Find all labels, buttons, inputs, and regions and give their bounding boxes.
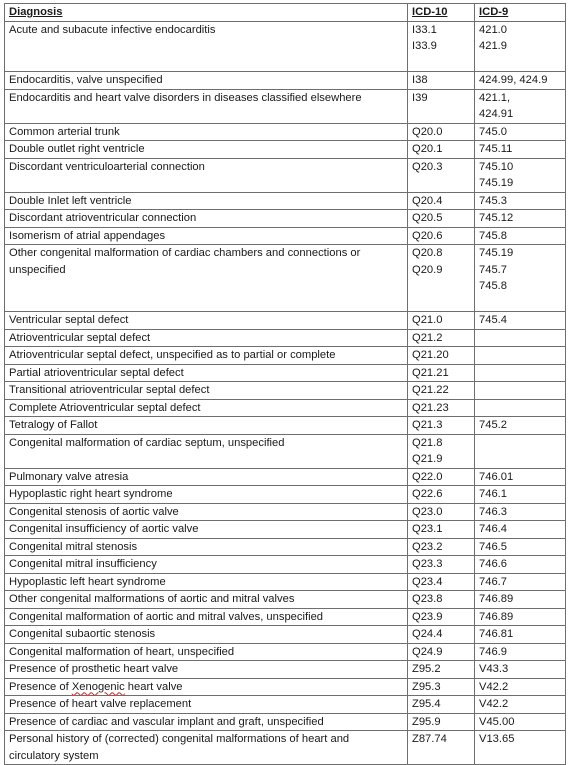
table-row — [5, 312, 566, 330]
diagnosis-cell: Acute and subacute infective endocarditis — [5, 21, 408, 72]
icd9-cell — [475, 696, 566, 714]
table-row — [5, 696, 566, 714]
icd9-code: 745.3 — [479, 194, 507, 207]
table-row — [5, 417, 566, 435]
diagnosis-cell: Isomerism of atrial appendages — [5, 227, 408, 245]
icd9-cell — [475, 521, 566, 539]
table-row — [5, 573, 566, 591]
diagnosis-cell: Congenital stenosis of aortic valve — [5, 503, 408, 521]
diagnosis-cell: Transitional atrioventricular septal defect — [5, 382, 408, 400]
icd9-code — [479, 347, 561, 364]
icd10-cell — [408, 538, 475, 556]
icd10-code: Z95.4 — [412, 698, 441, 710]
icd10-code: Q20.5 — [412, 212, 443, 224]
icd9-code: 746.01 — [479, 470, 514, 483]
icd10-code: Q21.3 — [412, 419, 443, 431]
icd9-cell — [475, 556, 566, 574]
icd-code-table — [4, 3, 566, 765]
icd10-code: Q20.4 — [412, 194, 443, 207]
icd9-cell — [475, 468, 566, 486]
icd-code-table-container — [4, 3, 565, 765]
diagnosis-cell: Personal history of (corrected) congenital malformations of heart and circulatory system — [5, 731, 408, 765]
icd9-code: V42.2 — [479, 680, 509, 693]
icd10-cell — [408, 192, 475, 210]
table-row — [5, 210, 566, 228]
icd9-code — [479, 295, 561, 312]
diagnosis-cell: Hypoplastic left heart syndrome — [5, 573, 408, 591]
icd10-cell — [408, 382, 475, 400]
table-row — [5, 591, 566, 609]
icd9-code — [479, 365, 561, 382]
icd9-cell — [475, 227, 566, 245]
icd10-cell — [408, 210, 475, 228]
icd10-cell — [408, 678, 475, 696]
diagnosis-cell: Double outlet right ventricle — [5, 141, 408, 159]
icd10-cell — [408, 731, 475, 765]
icd10-cell — [408, 643, 475, 661]
icd10-cell — [408, 21, 475, 72]
icd10-code: Q23.3 — [412, 558, 443, 570]
diagnosis-cell: Presence of Xenogenic heart valve — [5, 678, 408, 696]
icd9-code: 745.2 — [479, 419, 507, 431]
icd10-cell — [408, 626, 475, 644]
icd9-code: 745.8 — [479, 229, 507, 242]
spellcheck-underline: Xenogenic — [71, 680, 125, 693]
icd10-code: Q23.4 — [412, 575, 443, 588]
icd9-code: 745.11 — [479, 143, 513, 155]
icd10-cell — [408, 661, 475, 679]
icd10-code: Z95.9 — [412, 715, 441, 728]
icd10-cell — [408, 123, 475, 141]
icd9-code: 746.1 — [479, 488, 507, 500]
table-row — [5, 192, 566, 210]
icd10-cell — [408, 89, 475, 123]
icd9-cell — [475, 158, 566, 192]
icd9-code: 746.3 — [479, 505, 507, 518]
icd10-code: Q21.20 — [412, 349, 449, 361]
icd10-cell — [408, 399, 475, 417]
icd9-cell — [475, 382, 566, 400]
icd9-cell — [475, 731, 566, 765]
diagnosis-cell: Discordant atrioventricular connection — [5, 210, 408, 228]
table-row — [5, 486, 566, 504]
icd10-code: Q23.9 — [412, 610, 443, 623]
icd10-cell — [408, 713, 475, 731]
icd10-cell — [408, 486, 475, 504]
icd10-code: Q23.2 — [412, 540, 443, 553]
icd10-code: Q21.2 — [412, 331, 443, 344]
icd9-code: 745.7 — [479, 263, 507, 276]
header-diagnosis: Diagnosis — [5, 4, 408, 22]
icd9-code: 745.19 — [479, 177, 514, 189]
diagnosis-cell: Congenital subaortic stenosis — [5, 626, 408, 644]
table-row — [5, 643, 566, 661]
icd10-code: Q21.21 — [412, 366, 449, 379]
icd9-code: V45.00 — [479, 715, 515, 728]
diagnosis-cell: Complete Atrioventricular septal defect — [5, 399, 408, 417]
icd10-cell — [408, 468, 475, 486]
table-row — [5, 538, 566, 556]
table-row — [5, 626, 566, 644]
table-row — [5, 347, 566, 365]
icd9-code — [479, 55, 561, 72]
icd9-cell — [475, 591, 566, 609]
icd9-code: 745.12 — [479, 212, 514, 224]
icd10-code — [412, 106, 470, 123]
icd10-cell — [408, 312, 475, 330]
icd10-code — [412, 295, 470, 312]
icd10-code: Q23.0 — [412, 505, 443, 518]
diagnosis-cell: Congenital mitral stenosis — [5, 538, 408, 556]
diagnosis-cell: Discordant ventriculoarterial connection — [5, 158, 408, 192]
icd9-code: 421.0 — [479, 23, 507, 36]
table-row — [5, 556, 566, 574]
icd10-code: I38 — [412, 74, 428, 86]
header-icd9: ICD-9 — [475, 4, 566, 22]
icd9-cell — [475, 678, 566, 696]
icd9-cell — [475, 312, 566, 330]
icd10-code: I33.1 — [412, 23, 437, 36]
icd10-code: Q21.23 — [412, 401, 449, 414]
table-header-row — [5, 4, 566, 22]
icd9-code: 424.91 — [479, 108, 514, 120]
icd10-code: Q20.1 — [412, 143, 443, 155]
icd10-code — [412, 278, 470, 295]
header-icd10: ICD-10 — [408, 4, 475, 22]
icd10-cell — [408, 608, 475, 626]
icd10-cell — [408, 434, 475, 468]
icd10-cell — [408, 158, 475, 192]
icd10-code: Q21.8 — [412, 436, 443, 449]
icd9-code: 746.4 — [479, 523, 507, 535]
icd10-cell — [408, 72, 475, 90]
table-row — [5, 364, 566, 382]
table-row — [5, 329, 566, 347]
diagnosis-cell: Presence of heart valve replacement — [5, 696, 408, 714]
table-row — [5, 608, 566, 626]
icd9-cell — [475, 192, 566, 210]
table-row — [5, 661, 566, 679]
icd10-cell — [408, 364, 475, 382]
table-row — [5, 227, 566, 245]
icd10-code: Q20.0 — [412, 125, 443, 138]
diagnosis-cell: Pulmonary valve atresia — [5, 468, 408, 486]
icd10-code: Q22.0 — [412, 470, 443, 483]
table-row — [5, 713, 566, 731]
icd9-code: 746.6 — [479, 558, 507, 570]
icd10-code: Q21.9 — [412, 453, 443, 465]
icd9-code: V13.65 — [479, 733, 515, 745]
icd9-cell — [475, 538, 566, 556]
icd9-code: 746.9 — [479, 645, 507, 658]
icd10-cell — [408, 329, 475, 347]
table-row — [5, 382, 566, 400]
icd9-code — [479, 400, 561, 417]
icd9-cell — [475, 486, 566, 504]
icd9-code — [479, 435, 561, 452]
icd9-cell — [475, 210, 566, 228]
icd9-code: 746.89 — [479, 593, 514, 605]
icd9-cell — [475, 89, 566, 123]
icd9-cell — [475, 245, 566, 312]
icd10-code — [412, 175, 470, 192]
icd9-cell — [475, 608, 566, 626]
icd10-code: Q23.1 — [412, 523, 443, 535]
icd9-cell — [475, 417, 566, 435]
icd10-code: Z87.74 — [412, 733, 447, 745]
icd9-cell — [475, 21, 566, 72]
diagnosis-cell: Tetralogy of Fallot — [5, 417, 408, 435]
icd9-code: 745.4 — [479, 314, 507, 326]
icd9-code — [479, 330, 561, 347]
icd9-code: 745.10 — [479, 160, 514, 173]
icd9-code: 745.19 — [479, 247, 514, 259]
diagnosis-cell: Congenital malformation of cardiac septum, unspecified — [5, 434, 408, 468]
table-row — [5, 521, 566, 539]
icd10-code: Q21.22 — [412, 384, 449, 396]
icd10-code: Z95.2 — [412, 663, 441, 675]
icd9-cell — [475, 123, 566, 141]
icd9-cell — [475, 364, 566, 382]
diagnosis-cell: Hypoplastic right heart syndrome — [5, 486, 408, 504]
table-row — [5, 399, 566, 417]
icd10-cell — [408, 521, 475, 539]
diagnosis-cell: Ventricular septal defect — [5, 312, 408, 330]
diagnosis-cell: Congenital mitral insufficiency — [5, 556, 408, 574]
table-row — [5, 141, 566, 159]
icd10-code: Q24.4 — [412, 628, 443, 640]
icd9-code: V42.2 — [479, 698, 509, 710]
icd9-code: 746.5 — [479, 540, 507, 553]
icd10-code: I39 — [412, 91, 428, 104]
icd10-cell — [408, 347, 475, 365]
icd10-code: Q20.3 — [412, 160, 443, 173]
icd10-code: Z95.3 — [412, 680, 441, 693]
icd10-code: Q22.6 — [412, 488, 443, 500]
table-row — [5, 468, 566, 486]
diagnosis-cell: Presence of cardiac and vascular implant and graft, unspecified — [5, 713, 408, 731]
diagnosis-cell: Other congenital malformations of aortic and mitral valves — [5, 591, 408, 609]
icd9-cell — [475, 434, 566, 468]
diagnosis-cell: Endocarditis and heart valve disorders in diseases classified elsewhere — [5, 89, 408, 123]
icd9-cell — [475, 713, 566, 731]
icd10-cell — [408, 245, 475, 312]
icd9-cell — [475, 399, 566, 417]
diagnosis-cell: Double Inlet left ventricle — [5, 192, 408, 210]
icd9-code: 746.7 — [479, 575, 507, 588]
icd10-cell — [408, 696, 475, 714]
diagnosis-cell: Congenital insufficiency of aortic valve — [5, 521, 408, 539]
icd9-cell — [475, 643, 566, 661]
table-row — [5, 123, 566, 141]
icd9-cell — [475, 141, 566, 159]
icd9-code: 746.81 — [479, 628, 514, 640]
icd9-cell — [475, 626, 566, 644]
table-row — [5, 678, 566, 696]
icd9-cell — [475, 503, 566, 521]
icd9-code: 745.8 — [479, 280, 507, 292]
icd10-cell — [408, 591, 475, 609]
icd10-cell — [408, 573, 475, 591]
icd10-code: Q20.6 — [412, 229, 443, 242]
icd10-code — [412, 55, 470, 72]
icd9-code: 746.89 — [479, 610, 514, 623]
diagnosis-cell: Other congenital malformation of cardiac chambers and connections or unspecified — [5, 245, 408, 312]
diagnosis-cell: Endocarditis, valve unspecified — [5, 72, 408, 90]
table-row — [5, 89, 566, 123]
table-row — [5, 503, 566, 521]
table-row — [5, 245, 566, 312]
icd10-code: Q23.8 — [412, 593, 443, 605]
icd9-code — [479, 451, 561, 468]
icd10-code: Q24.9 — [412, 645, 443, 658]
icd9-code — [479, 382, 561, 399]
icd9-cell — [475, 573, 566, 591]
icd9-cell — [475, 661, 566, 679]
icd9-code: 424.99, 424.9 — [479, 74, 548, 86]
icd9-code: 745.0 — [479, 125, 507, 138]
diagnosis-cell: Atrioventricular septal defect, unspecified as to partial or complete — [5, 347, 408, 365]
table-row — [5, 731, 566, 765]
icd10-code: I33.9 — [412, 40, 437, 52]
icd10-cell — [408, 503, 475, 521]
diagnosis-cell: Presence of prosthetic heart valve — [5, 661, 408, 679]
table-row — [5, 434, 566, 468]
icd10-cell — [408, 227, 475, 245]
icd9-code: 421.1, — [479, 91, 511, 104]
icd10-code: Q21.0 — [412, 314, 443, 326]
diagnosis-cell: Partial atrioventricular septal defect — [5, 364, 408, 382]
icd10-cell — [408, 417, 475, 435]
icd10-code: Q20.9 — [412, 263, 443, 276]
icd9-code: V43.3 — [479, 663, 509, 675]
icd9-cell — [475, 329, 566, 347]
table-row — [5, 21, 566, 72]
icd10-cell — [408, 141, 475, 159]
icd9-cell — [475, 347, 566, 365]
table-body — [5, 21, 566, 765]
icd9-cell — [475, 72, 566, 90]
table-row — [5, 158, 566, 192]
icd9-code: 421.9 — [479, 40, 507, 52]
diagnosis-cell: Congenital malformation of heart, unspecified — [5, 643, 408, 661]
icd10-cell — [408, 556, 475, 574]
diagnosis-cell: Congenital malformation of aortic and mitral valves, unspecified — [5, 608, 408, 626]
diagnosis-cell: Common arterial trunk — [5, 123, 408, 141]
table-row — [5, 72, 566, 90]
icd10-code: Q20.8 — [412, 247, 443, 259]
diagnosis-cell: Atrioventricular septal defect — [5, 329, 408, 347]
